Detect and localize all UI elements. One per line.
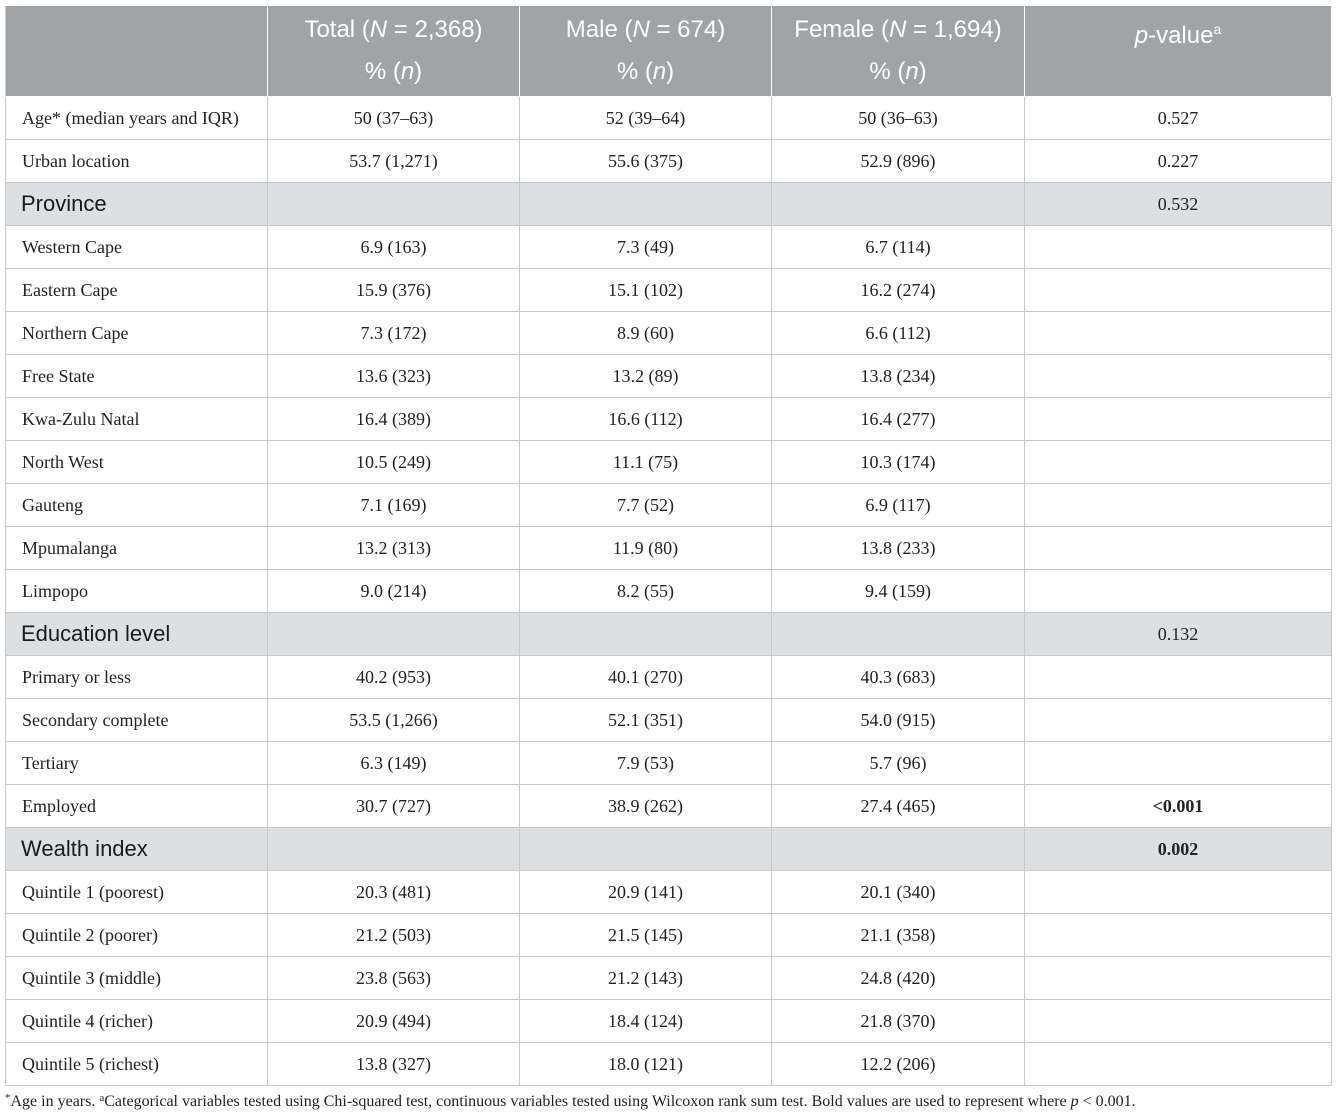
cell-male: 38.9 (262) xyxy=(520,785,772,828)
cell-female: 24.8 (420) xyxy=(772,957,1025,1000)
row-label: Mpumalanga xyxy=(6,527,268,570)
cell-female xyxy=(772,613,1025,656)
cell-female: 10.3 (174) xyxy=(772,441,1025,484)
row-label: Free State xyxy=(6,355,268,398)
cell-total: 50 (37–63) xyxy=(268,97,520,140)
cell-p-value xyxy=(1025,398,1332,441)
row-label: Quintile 4 (richer) xyxy=(6,1000,268,1043)
cell-male: 20.9 (141) xyxy=(520,871,772,914)
cell-male: 7.7 (52) xyxy=(520,484,772,527)
cell-female: 6.9 (117) xyxy=(772,484,1025,527)
table-row xyxy=(6,140,1332,183)
cell-p-value xyxy=(1025,570,1332,613)
cell-p-value xyxy=(1025,484,1332,527)
cell-male: 8.2 (55) xyxy=(520,570,772,613)
table-row xyxy=(6,226,1332,269)
cell-total: 13.8 (327) xyxy=(268,1043,520,1086)
cell-p-value: 0.132 xyxy=(1025,613,1332,656)
cell-total: 21.2 (503) xyxy=(268,914,520,957)
cell-total xyxy=(268,183,520,226)
cell-p-value xyxy=(1025,871,1332,914)
cell-p-value xyxy=(1025,527,1332,570)
cell-female: 12.2 (206) xyxy=(772,1043,1025,1086)
cell-p-value xyxy=(1025,312,1332,355)
cell-male: 18.0 (121) xyxy=(520,1043,772,1086)
cell-p-value xyxy=(1025,226,1332,269)
row-label: Quintile 2 (poorer) xyxy=(6,914,268,957)
cell-male: 21.2 (143) xyxy=(520,957,772,1000)
cell-p-value xyxy=(1025,355,1332,398)
cell-male: 15.1 (102) xyxy=(520,269,772,312)
cell-female: 13.8 (233) xyxy=(772,527,1025,570)
cell-total: 20.9 (494) xyxy=(268,1000,520,1043)
header-female: Female (N = 1,694) % (n) xyxy=(772,6,1025,97)
header-variable xyxy=(6,6,268,97)
cell-male: 52.1 (351) xyxy=(520,699,772,742)
cell-female: 52.9 (896) xyxy=(772,140,1025,183)
cell-male: 7.3 (49) xyxy=(520,226,772,269)
row-label: Primary or less xyxy=(6,656,268,699)
row-label: Limpopo xyxy=(6,570,268,613)
cell-male: 40.1 (270) xyxy=(520,656,772,699)
table-row xyxy=(6,699,1332,742)
cell-male: 52 (39–64) xyxy=(520,97,772,140)
cell-p-value: 0.227 xyxy=(1025,140,1332,183)
cell-female xyxy=(772,828,1025,871)
cell-p-value xyxy=(1025,957,1332,1000)
row-label: Age* (median years and IQR) xyxy=(6,97,268,140)
row-label: Urban location xyxy=(6,140,268,183)
section-row-wealth xyxy=(6,828,1332,871)
cell-total: 13.2 (313) xyxy=(268,527,520,570)
cell-p-value xyxy=(1025,1043,1332,1086)
table-footnote: *Age in years. $^a$Categorical variables tested using Chi-squared test, continuous variables tested using Wilcoxon rank sum test. Bold values are used to represent where p < 0.001. xyxy=(5,1092,1136,1110)
cell-male: 13.2 (89) xyxy=(520,355,772,398)
cell-total: 30.7 (727) xyxy=(268,785,520,828)
cell-total: 7.1 (169) xyxy=(268,484,520,527)
cell-male: 11.9 (80) xyxy=(520,527,772,570)
cell-total: 53.5 (1,266) xyxy=(268,699,520,742)
row-label: Secondary complete xyxy=(6,699,268,742)
cell-p-value-significant: <0.001 xyxy=(1025,785,1332,828)
row-label: Gauteng xyxy=(6,484,268,527)
cell-female: 40.3 (683) xyxy=(772,656,1025,699)
row-label: North West xyxy=(6,441,268,484)
demographics-table xyxy=(5,5,1332,1086)
row-label: Quintile 1 (poorest) xyxy=(6,871,268,914)
cell-p-value xyxy=(1025,742,1332,785)
cell-male xyxy=(520,828,772,871)
cell-p-value xyxy=(1025,656,1332,699)
row-label: Eastern Cape xyxy=(6,269,268,312)
table-row xyxy=(6,441,1332,484)
table-row xyxy=(6,570,1332,613)
cell-female: 16.2 (274) xyxy=(772,269,1025,312)
header-p-value: p-value$^a$ xyxy=(1025,6,1332,97)
table-header xyxy=(6,6,1332,97)
header-male: Male (N = 674) % (n) xyxy=(520,6,772,97)
row-label: Quintile 3 (middle) xyxy=(6,957,268,1000)
cell-p-value xyxy=(1025,441,1332,484)
section-label: Education level xyxy=(6,613,268,656)
cell-female: 27.4 (465) xyxy=(772,785,1025,828)
section-row-education xyxy=(6,613,1332,656)
table-row xyxy=(6,871,1332,914)
table-row xyxy=(6,355,1332,398)
cell-female: 50 (36–63) xyxy=(772,97,1025,140)
table-row xyxy=(6,1043,1332,1086)
table-row xyxy=(6,1000,1332,1043)
cell-total: 6.9 (163) xyxy=(268,226,520,269)
cell-total xyxy=(268,828,520,871)
cell-p-value xyxy=(1025,1000,1332,1043)
table-row xyxy=(6,312,1332,355)
cell-male: 18.4 (124) xyxy=(520,1000,772,1043)
cell-female: 21.1 (358) xyxy=(772,914,1025,957)
cell-male xyxy=(520,613,772,656)
cell-female: 9.4 (159) xyxy=(772,570,1025,613)
row-label: Employed xyxy=(6,785,268,828)
header-total: Total (N = 2,368) % (n) xyxy=(268,6,520,97)
cell-male: 11.1 (75) xyxy=(520,441,772,484)
cell-total: 9.0 (214) xyxy=(268,570,520,613)
cell-female: 5.7 (96) xyxy=(772,742,1025,785)
table-row xyxy=(6,97,1332,140)
cell-p-value-significant: 0.002 xyxy=(1025,828,1332,871)
cell-female: 16.4 (277) xyxy=(772,398,1025,441)
cell-male: 21.5 (145) xyxy=(520,914,772,957)
cell-male: 8.9 (60) xyxy=(520,312,772,355)
cell-total: 23.8 (563) xyxy=(268,957,520,1000)
table-row xyxy=(6,656,1332,699)
table-row xyxy=(6,785,1332,828)
cell-total: 15.9 (376) xyxy=(268,269,520,312)
cell-female: 54.0 (915) xyxy=(772,699,1025,742)
row-label: Quintile 5 (richest) xyxy=(6,1043,268,1086)
cell-male: 7.9 (53) xyxy=(520,742,772,785)
cell-p-value xyxy=(1025,699,1332,742)
data-table-container xyxy=(5,5,1331,1086)
table-body xyxy=(6,97,1332,1086)
cell-p-value xyxy=(1025,914,1332,957)
section-label: Wealth index xyxy=(6,828,268,871)
cell-female: 21.8 (370) xyxy=(772,1000,1025,1043)
table-row xyxy=(6,398,1332,441)
cell-total: 40.2 (953) xyxy=(268,656,520,699)
table-row xyxy=(6,269,1332,312)
cell-female: 6.6 (112) xyxy=(772,312,1025,355)
cell-total: 13.6 (323) xyxy=(268,355,520,398)
cell-female: 20.1 (340) xyxy=(772,871,1025,914)
section-row-province xyxy=(6,183,1332,226)
cell-male xyxy=(520,183,772,226)
row-label: Northern Cape xyxy=(6,312,268,355)
cell-total: 16.4 (389) xyxy=(268,398,520,441)
cell-male: 55.6 (375) xyxy=(520,140,772,183)
row-label: Kwa-Zulu Natal xyxy=(6,398,268,441)
cell-total xyxy=(268,613,520,656)
section-label: Province xyxy=(6,183,268,226)
cell-total: 53.7 (1,271) xyxy=(268,140,520,183)
cell-female: 13.8 (234) xyxy=(772,355,1025,398)
table-row xyxy=(6,914,1332,957)
table-row xyxy=(6,957,1332,1000)
table-row xyxy=(6,527,1332,570)
cell-female: 6.7 (114) xyxy=(772,226,1025,269)
cell-p-value: 0.532 xyxy=(1025,183,1332,226)
row-label: Tertiary xyxy=(6,742,268,785)
header-row xyxy=(6,6,1332,97)
cell-total: 7.3 (172) xyxy=(268,312,520,355)
cell-total: 20.3 (481) xyxy=(268,871,520,914)
cell-total: 10.5 (249) xyxy=(268,441,520,484)
cell-total: 6.3 (149) xyxy=(268,742,520,785)
cell-p-value xyxy=(1025,269,1332,312)
cell-male: 16.6 (112) xyxy=(520,398,772,441)
cell-p-value: 0.527 xyxy=(1025,97,1332,140)
table-row xyxy=(6,484,1332,527)
cell-female xyxy=(772,183,1025,226)
row-label: Western Cape xyxy=(6,226,268,269)
table-row xyxy=(6,742,1332,785)
